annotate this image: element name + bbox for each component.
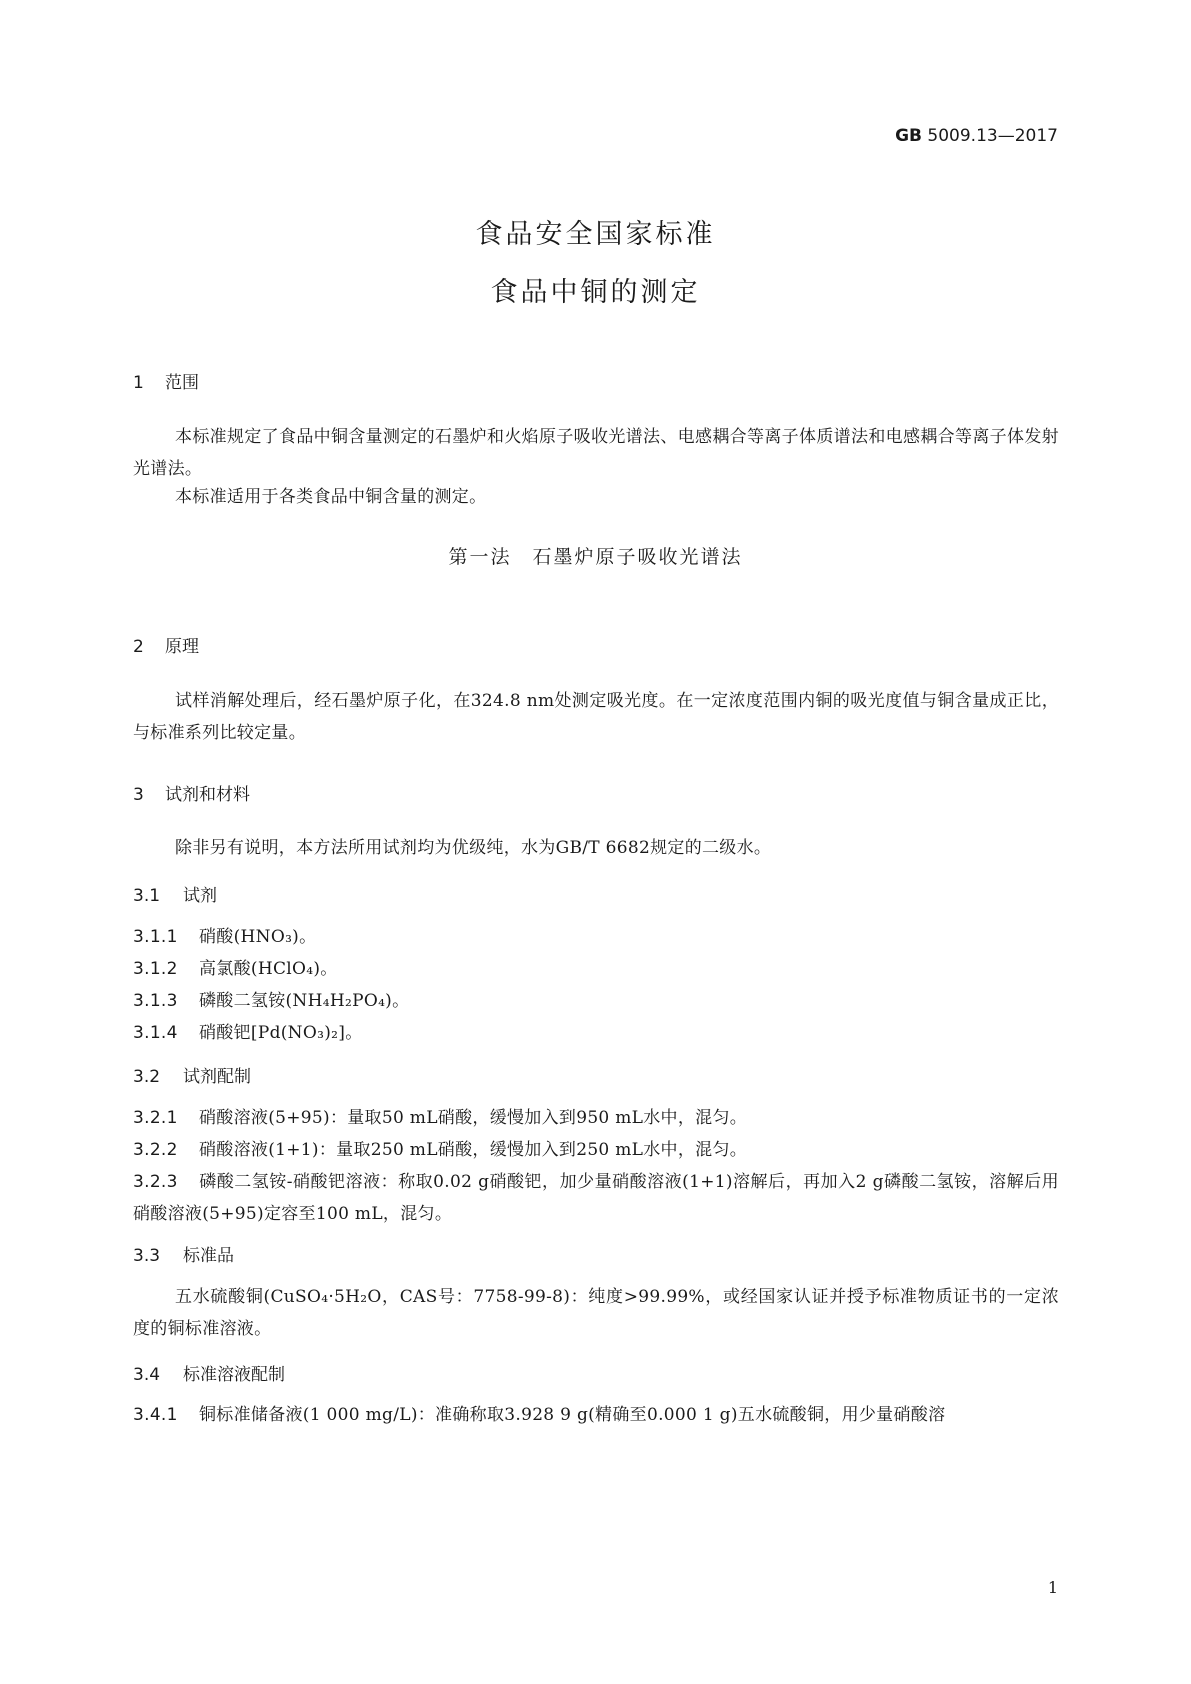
section-1-paragraph-2: 本标准适用于各类食品中铜含量的测定。 xyxy=(175,487,487,507)
section-number: 2 xyxy=(133,637,144,657)
section-number: 3.1 xyxy=(133,886,161,906)
method-1-heading: 第一法 石墨炉原子吸收光谱法 xyxy=(448,546,743,568)
section-title: 范围 xyxy=(165,373,199,393)
section-number: 3 xyxy=(133,785,144,805)
section-title: 原理 xyxy=(165,637,199,657)
item-3-2-2: 3.2.2 硝酸溶液(1+1)：量取250 mL硝酸，缓慢加入到250 mL水中，混匀。 xyxy=(133,1140,748,1160)
section-2-paragraph: 试样消解处理后，经石墨炉原子化，在324.8 nm处测定吸光度。在一定浓度范围内铜的吸光度值与铜含量成正比，与标准系列比较定量。 xyxy=(133,691,1059,743)
section-3-4-heading xyxy=(133,1360,285,1385)
section-title: 试剂和材料 xyxy=(165,785,250,805)
standard-prefix: GB xyxy=(895,126,923,146)
section-3-3-heading xyxy=(133,1241,234,1266)
item-3-1-4: 3.1.4 硝酸钯[Pd(NO₃)₂]。 xyxy=(133,1023,363,1043)
page-number: 1 xyxy=(1047,1578,1058,1597)
section-2-heading xyxy=(133,632,199,657)
section-3-3-paragraph: 五水硫酸铜(CuSO₄·5H₂O，CAS号：7758-99-8)：纯度>99.99%，或经国家认证并授予标准物质证书的一定浓度的铜标准溶液。 xyxy=(133,1287,1059,1339)
section-3-1-heading xyxy=(133,881,217,906)
section-number: 1 xyxy=(133,373,144,393)
section-1-paragraph-1: 本标准规定了食品中铜含量测定的石墨炉和火焰原子吸收光谱法、电感耦合等离子体质谱法和电感耦合等离子体发射光谱法。 xyxy=(133,427,1059,479)
document-subtitle: 食品中铜的测定 xyxy=(490,277,701,308)
standard-code: 5009.13—2017 xyxy=(927,126,1058,146)
standard-number xyxy=(895,126,1058,146)
item-3-4-1: 3.4.1 铜标准储备液(1 000 mg/L)：准确称取3.928 9 g(精确至0.000 1 g)五水硫酸铜，用少量硝酸溶 xyxy=(133,1405,946,1425)
section-title: 标准品 xyxy=(183,1246,234,1266)
section-3-paragraph: 除非另有说明，本方法所用试剂均为优级纯，水为GB/T 6682规定的二级水。 xyxy=(175,838,772,858)
item-3-2-3: 3.2.3 磷酸二氢铵-硝酸钯溶液：称取0.02 g硝酸钯，加少量硝酸溶液(1+1)溶解后，再加入2 g磷酸二氢铵，溶解后用硝酸溶液(5+95)定容至100 mL，混匀。 xyxy=(133,1172,1059,1224)
item-3-1-2: 3.1.2 高氯酸(HClO₄)。 xyxy=(133,959,338,979)
section-number: 3.3 xyxy=(133,1246,161,1266)
section-3-2-heading xyxy=(133,1062,251,1087)
section-title: 标准溶液配制 xyxy=(183,1365,285,1385)
section-number: 3.2 xyxy=(133,1067,161,1087)
section-1-heading xyxy=(133,368,199,393)
section-3-heading xyxy=(133,780,250,805)
section-title: 试剂 xyxy=(183,886,217,906)
document-title: 食品安全国家标准 xyxy=(475,219,716,250)
section-number: 3.4 xyxy=(133,1365,161,1385)
item-3-1-1: 3.1.1 硝酸(HNO₃)。 xyxy=(133,927,317,947)
item-3-1-3: 3.1.3 磷酸二氢铵(NH₄H₂PO₄)。 xyxy=(133,991,410,1011)
section-title: 试剂配制 xyxy=(183,1067,251,1087)
item-3-2-1: 3.2.1 硝酸溶液(5+95)：量取50 mL硝酸，缓慢加入到950 mL水中，混匀。 xyxy=(133,1108,748,1128)
